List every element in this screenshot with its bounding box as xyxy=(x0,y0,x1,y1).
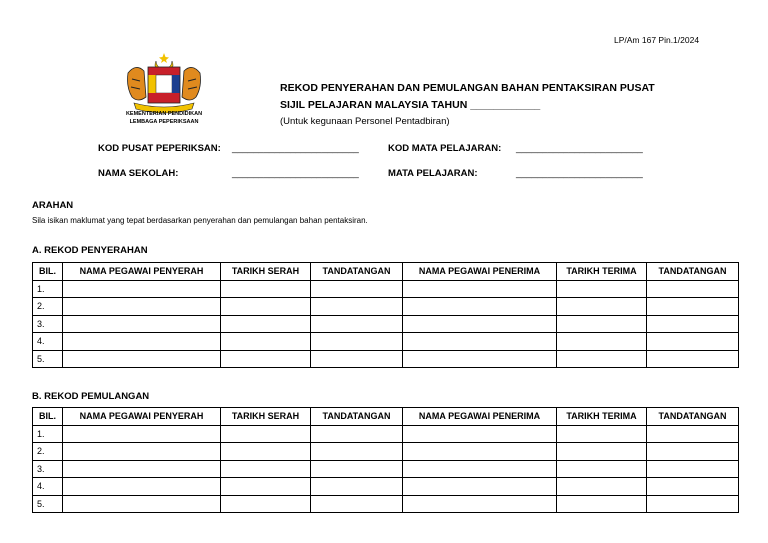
nama-penerima-cell[interactable] xyxy=(403,298,557,316)
nama-sekolah-field[interactable]: ________________________ xyxy=(232,168,359,179)
bil-cell: 4. xyxy=(33,333,63,351)
bil-cell: 1. xyxy=(33,425,63,443)
section-b-title: B. REKOD PEMULANGAN xyxy=(32,391,150,402)
col-tandatangan-penyerah: TANDATANGAN xyxy=(311,408,403,426)
nama-penyerah-cell[interactable] xyxy=(63,350,221,368)
arahan-text: Sila isikan maklumat yang tepat berdasarkan penyerahan dan pemulangan bahan pentaksiran. xyxy=(32,216,368,225)
tandatangan-penerima-cell[interactable] xyxy=(647,495,739,513)
arahan-heading: ARAHAN xyxy=(32,200,74,211)
tarikh-serah-cell[interactable] xyxy=(221,443,311,461)
tarikh-serah-cell[interactable] xyxy=(221,350,311,368)
nama-penyerah-cell[interactable] xyxy=(63,460,221,478)
col-nama-pegawai-penerima: NAMA PEGAWAI PENERIMA xyxy=(403,408,557,426)
ministry-name: KEMENTERIAN PENDIDIKAN xyxy=(125,111,203,117)
tandatangan-penyerah-cell[interactable] xyxy=(311,280,403,298)
tarikh-serah-cell[interactable] xyxy=(221,298,311,316)
nama-penerima-cell[interactable] xyxy=(403,443,557,461)
kod-pusat-field[interactable]: ________________________ xyxy=(232,143,359,154)
kod-mata-pelajaran-label: KOD MATA PELAJARAN: xyxy=(388,143,502,154)
tandatangan-penyerah-cell[interactable] xyxy=(311,495,403,513)
tarikh-serah-cell[interactable] xyxy=(221,460,311,478)
tandatangan-penyerah-cell[interactable] xyxy=(311,315,403,333)
col-tandatangan-penyerah: TANDATANGAN xyxy=(311,263,403,281)
tarikh-serah-cell[interactable] xyxy=(221,478,311,496)
pemulangan-table xyxy=(32,407,739,513)
nama-penyerah-cell[interactable] xyxy=(63,495,221,513)
table-row xyxy=(33,478,739,496)
table-header-row xyxy=(33,408,739,426)
col-tarikh-terima: TARIKH TERIMA xyxy=(557,408,647,426)
tarikh-terima-cell[interactable] xyxy=(557,333,647,351)
tandatangan-penerima-cell[interactable] xyxy=(647,443,739,461)
col-tandatangan-penerima: TANDATANGAN xyxy=(647,263,739,281)
table-row xyxy=(33,443,739,461)
table-row xyxy=(33,333,739,351)
nama-penyerah-cell[interactable] xyxy=(63,280,221,298)
form-reference-code: LP/Am 167 Pin.1/2024 xyxy=(614,35,700,45)
table-row xyxy=(33,280,739,298)
table-header-row xyxy=(33,263,739,281)
tandatangan-penerima-cell[interactable] xyxy=(647,298,739,316)
tandatangan-penerima-cell[interactable] xyxy=(647,315,739,333)
nama-penyerah-cell[interactable] xyxy=(63,298,221,316)
col-nama-pegawai-penerima: NAMA PEGAWAI PENERIMA xyxy=(403,263,557,281)
col-nama-pegawai-penyerah: NAMA PEGAWAI PENYERAH xyxy=(63,263,221,281)
table-row xyxy=(33,315,739,333)
table-row xyxy=(33,495,739,513)
bil-cell: 5. xyxy=(33,350,63,368)
bil-cell: 3. xyxy=(33,315,63,333)
nama-penerima-cell[interactable] xyxy=(403,478,557,496)
tarikh-serah-cell[interactable] xyxy=(221,280,311,298)
tarikh-terima-cell[interactable] xyxy=(557,495,647,513)
bil-cell: 4. xyxy=(33,478,63,496)
section-a-title: A. REKOD PENYERAHAN xyxy=(32,245,148,256)
col-tarikh-terima: TARIKH TERIMA xyxy=(557,263,647,281)
bil-cell: 1. xyxy=(33,280,63,298)
nama-penyerah-cell[interactable] xyxy=(63,478,221,496)
mata-pelajaran-field[interactable]: ________________________ xyxy=(516,168,643,179)
tandatangan-penerima-cell[interactable] xyxy=(647,460,739,478)
nama-penerima-cell[interactable] xyxy=(403,333,557,351)
tandatangan-penyerah-cell[interactable] xyxy=(311,443,403,461)
form-title: REKOD PENYERAHAN DAN PEMULANGAN BAHAN PENTAKSIRAN PUSAT xyxy=(280,82,655,94)
bil-cell: 5. xyxy=(33,495,63,513)
tandatangan-penyerah-cell[interactable] xyxy=(311,460,403,478)
board-name: LEMBAGA PEPERIKSAAN xyxy=(129,119,199,125)
nama-penyerah-cell[interactable] xyxy=(63,425,221,443)
kod-pusat-label: KOD PUSAT PEPERIKSAN: xyxy=(98,143,221,154)
nama-penerima-cell[interactable] xyxy=(403,495,557,513)
tarikh-terima-cell[interactable] xyxy=(557,443,647,461)
tandatangan-penerima-cell[interactable] xyxy=(647,333,739,351)
col-tarikh-serah: TARIKH SERAH xyxy=(221,263,311,281)
nama-penerima-cell[interactable] xyxy=(403,425,557,443)
kod-mata-pelajaran-field[interactable]: ________________________ xyxy=(516,143,643,154)
form-subtitle: (Untuk kegunaan Personel Pentadbiran) xyxy=(280,116,450,127)
col-bil: BIL. xyxy=(33,408,63,426)
mata-pelajaran-label: MATA PELAJARAN: xyxy=(388,168,478,179)
tarikh-terima-cell[interactable] xyxy=(557,425,647,443)
tarikh-terima-cell[interactable] xyxy=(557,478,647,496)
tarikh-terima-cell[interactable] xyxy=(557,280,647,298)
tarikh-serah-cell[interactable] xyxy=(221,315,311,333)
tandatangan-penyerah-cell[interactable] xyxy=(311,298,403,316)
bil-cell: 2. xyxy=(33,443,63,461)
tarikh-serah-cell[interactable] xyxy=(221,333,311,351)
table-row xyxy=(33,425,739,443)
bil-cell: 2. xyxy=(33,298,63,316)
tarikh-terima-cell[interactable] xyxy=(557,350,647,368)
nama-penerima-cell[interactable] xyxy=(403,460,557,478)
nama-sekolah-label: NAMA SEKOLAH: xyxy=(98,168,179,179)
nama-penerima-cell[interactable] xyxy=(403,280,557,298)
nama-penyerah-cell[interactable] xyxy=(63,315,221,333)
tandatangan-penerima-cell[interactable] xyxy=(647,478,739,496)
tarikh-serah-cell[interactable] xyxy=(221,495,311,513)
col-tarikh-serah: TARIKH SERAH xyxy=(221,408,311,426)
tandatangan-penyerah-cell[interactable] xyxy=(311,350,403,368)
tandatangan-penyerah-cell[interactable] xyxy=(311,425,403,443)
col-nama-pegawai-penyerah: NAMA PEGAWAI PENYERAH xyxy=(63,408,221,426)
penyerahan-table xyxy=(32,262,739,368)
tandatangan-penyerah-cell[interactable] xyxy=(311,333,403,351)
table-row xyxy=(33,350,739,368)
tandatangan-penerima-cell[interactable] xyxy=(647,425,739,443)
tandatangan-penyerah-cell[interactable] xyxy=(311,478,403,496)
tarikh-terima-cell[interactable] xyxy=(557,315,647,333)
tandatangan-penerima-cell[interactable] xyxy=(647,350,739,368)
form-title-year: SIJIL PELAJARAN MALAYSIA TAHUN ____________ xyxy=(280,99,541,111)
col-tandatangan-penerima: TANDATANGAN xyxy=(647,408,739,426)
tarikh-terima-cell[interactable] xyxy=(557,460,647,478)
table-row xyxy=(33,460,739,478)
nama-penyerah-cell[interactable] xyxy=(63,443,221,461)
nama-penerima-cell[interactable] xyxy=(403,315,557,333)
nama-penerima-cell[interactable] xyxy=(403,350,557,368)
col-bil: BIL. xyxy=(33,263,63,281)
tandatangan-penerima-cell[interactable] xyxy=(647,280,739,298)
tarikh-serah-cell[interactable] xyxy=(221,425,311,443)
nama-penyerah-cell[interactable] xyxy=(63,333,221,351)
bil-cell: 3. xyxy=(33,460,63,478)
tarikh-terima-cell[interactable] xyxy=(557,298,647,316)
table-row xyxy=(33,298,739,316)
